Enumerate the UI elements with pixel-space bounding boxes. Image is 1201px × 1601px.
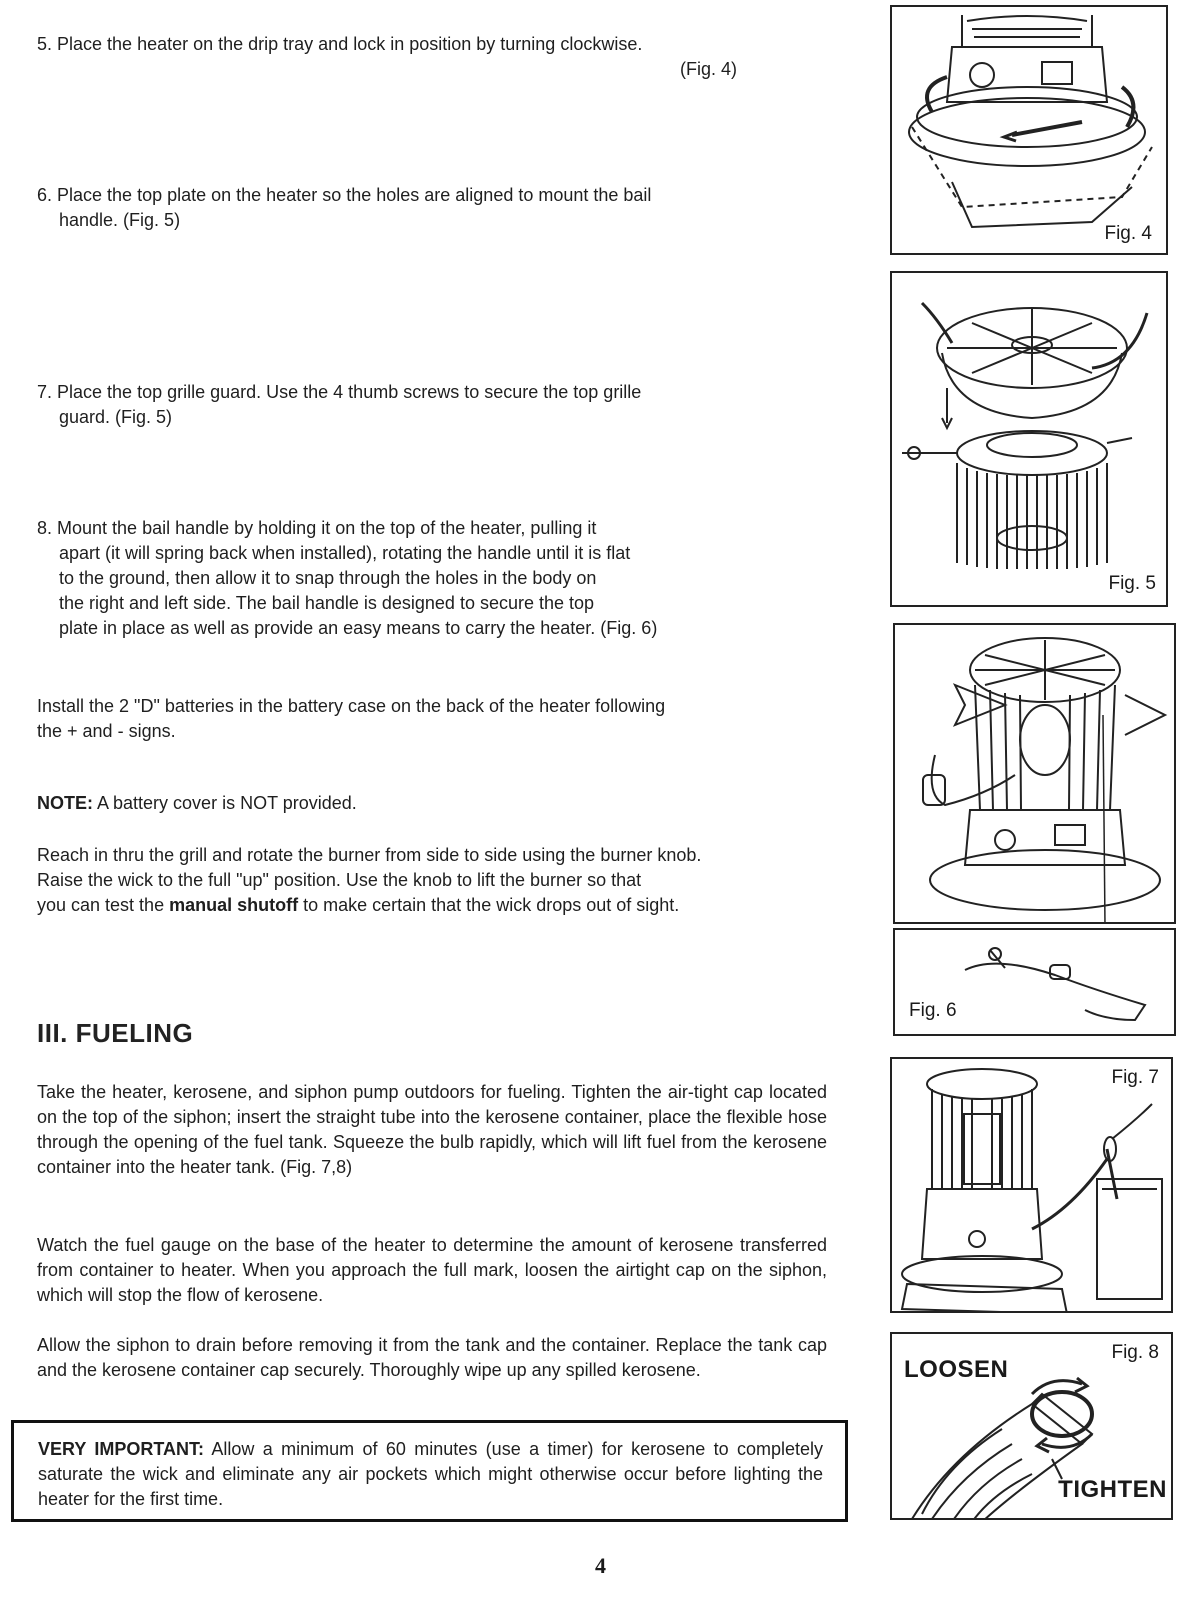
- step-8: [37, 516, 657, 641]
- fig-5-label: Fig. 5: [1108, 573, 1156, 594]
- step-8-line-1: 8. Mount the bail handle by holding it on the top of the heater, pulling it: [37, 518, 597, 538]
- very-important-label: VERY IMPORTANT:: [38, 1439, 205, 1459]
- reach-line-3-pre: you can test the: [37, 895, 170, 915]
- reach-line-2: Raise the wick to the full "up" position. Use the knob to lift the burner so that: [37, 870, 642, 890]
- note-label: NOTE:: [37, 793, 93, 813]
- reach-paragraph: [37, 843, 701, 918]
- reach-line-1: Reach in thru the grill and rotate the burner from side to side using the burner knob.: [37, 845, 702, 865]
- page-number: 4: [595, 1553, 606, 1578]
- figure-5: [890, 271, 1168, 607]
- fueling-paragraph-1: Take the heater, kerosene, and siphon pump outdoors for fueling. Tighten the air-tight cap located on the top of the siphon; insert the straight tube into the kerosene container, place the flexible hose through the opening of the fuel tank. Squeeze the bulb rapidly, which will lift fuel from the kerosene container into the heater tank. (Fig. 7,8): [37, 1082, 827, 1177]
- fig-6-label: Fig. 6: [909, 1000, 957, 1021]
- figure-7: [890, 1057, 1173, 1313]
- step-8-line-2: apart (it will spring back when installed), rotating the handle until it is flat: [59, 543, 631, 563]
- figure-6-heater: [893, 623, 1176, 924]
- step-8-line-5: plate in place as well as provide an easy means to carry the heater. (Fig. 6): [59, 618, 658, 638]
- batteries-paragraph: [37, 694, 665, 744]
- fig-6-heater-drawing: [895, 625, 1176, 924]
- step-5-fig-ref: (Fig. 4): [679, 59, 737, 79]
- step-6: [37, 183, 651, 233]
- very-important-box: [11, 1420, 848, 1522]
- step-8-line-3: to the ground, then allow it to snap through the holes in the body on: [59, 568, 597, 588]
- fig-7-drawing: [892, 1059, 1173, 1313]
- very-important-text: [38, 1437, 823, 1512]
- fueling-paragraph-2: Watch the fuel gauge on the base of the heater to determine the amount of kerosene transferred from container to heater. When you approach the full mark, loosen the airtight cap on the siphon, which will stop the flow of kerosene.: [37, 1235, 827, 1305]
- reach-line-3-post: to make certain that the wick drops out of sight.: [298, 895, 680, 915]
- step-7: [37, 380, 641, 430]
- step-8-line-4: the right and left side. The bail handle is designed to secure the top: [59, 593, 595, 613]
- step-5-text: 5. Place the heater on the drip tray and lock in position by turning clockwise.: [37, 34, 643, 54]
- note-text: A battery cover is NOT provided.: [93, 793, 357, 813]
- fueling-paragraph-3: Allow the siphon to drain before removing it from the tank and the container. Replace the tank cap and the kerosene container cap securely. Thoroughly wipe up any spilled kerosene.: [37, 1335, 827, 1380]
- step-6-line-2: handle. (Fig. 5): [59, 210, 181, 230]
- figure-4: [890, 5, 1168, 255]
- step-7-line-1: 7. Place the top grille guard. Use the 4 thumb screws to secure the top grille: [37, 382, 642, 402]
- step-6-line-1: 6. Place the top plate on the heater so the holes are aligned to mount the bail: [37, 185, 652, 205]
- reach-line-3: [37, 893, 701, 918]
- very-important-body: Allow a minimum of 60 minutes (use a timer) for kerosene to completely saturate the wick and eliminate any air pockets which might otherwise occur before lighting the heater for the first time.: [38, 1439, 823, 1509]
- fig-7-label: Fig. 7: [1111, 1067, 1159, 1088]
- section-heading-fueling: III. FUELING: [37, 1018, 194, 1048]
- step-7-line-2: guard. (Fig. 5): [59, 407, 173, 427]
- figure-8: [890, 1332, 1173, 1520]
- step-5: [37, 32, 737, 82]
- fig-5-drawing: [892, 273, 1168, 607]
- batteries-line-2: the + and - signs.: [37, 721, 176, 741]
- figure-6-handle: [893, 928, 1176, 1036]
- fig-4-drawing: [892, 7, 1168, 255]
- tighten-label: TIGHTEN: [1058, 1476, 1167, 1503]
- manual-shutoff-term: manual shutoff: [169, 895, 299, 915]
- fig-8-label: Fig. 8: [1111, 1342, 1159, 1363]
- batteries-line-1: Install the 2 "D" batteries in the battery case on the back of the heater following: [37, 696, 666, 716]
- loosen-label: LOOSEN: [904, 1356, 1009, 1383]
- note-paragraph: [37, 791, 357, 816]
- fig-4-label: Fig. 4: [1104, 223, 1152, 244]
